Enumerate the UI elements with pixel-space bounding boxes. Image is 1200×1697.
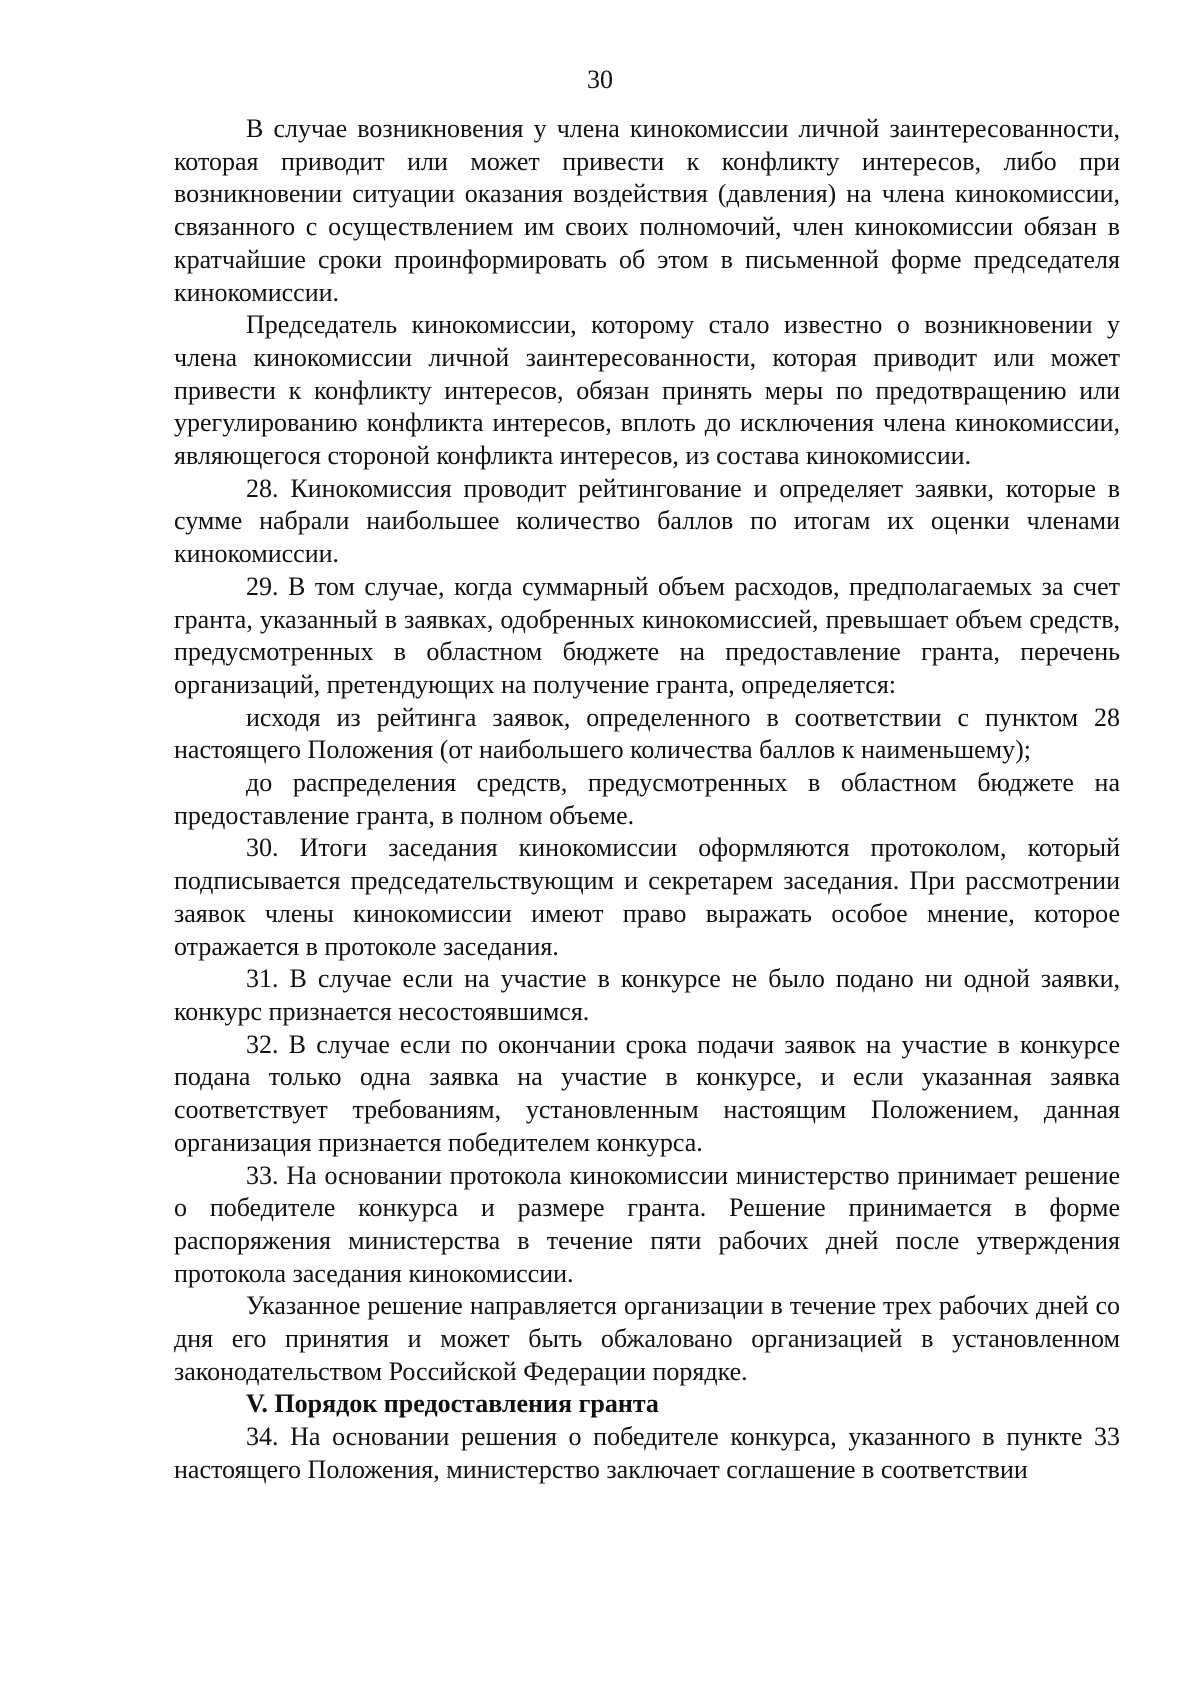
paragraph-item-28: 28. Кинокомиссия проводит рейтингование и определяет заявки, которые в сумме набрали наибольшее количество баллов по итогам их оценки членами кинокомиссии. [174, 473, 1120, 569]
paragraph: исходя из рейтинга заявок, определенного в соответствии с пунктом 28 настоящего Положения (от наибольшего количества баллов к наименьшему); [174, 702, 1120, 765]
paragraph: до распределения средств, предусмотренных в областном бюджете на предоставление гранта, в полном объеме. [174, 768, 1120, 830]
section-heading: V. Порядок предоставления гранта [246, 1389, 659, 1419]
paragraph-item-34: 34. На основании решения о победителе конкурса, указанного в пункте 33 настоящего Положения, министерство заключает соглашение в соответствии [174, 1422, 1120, 1484]
paragraph-item-32: 32. В случае если по окончании срока подачи заявок на участие в конкурсе подана только одна заявка на участие в конкурсе, и если указанная заявка соответствует требованиям, установленным настоящим Положением, данная организация признается победителем конкурса. [174, 1029, 1120, 1157]
paragraph: Указанное решение направляется организации в течение трех рабочих дней со дня его принятия и может быть обжаловано организацией в установленном законодательством Российской Федерации порядке. [174, 1291, 1120, 1386]
paragraph-item-29: 29. В том случае, когда суммарный объем расходов, предполагаемых за счет гранта, указанный в заявках, одобренных кинокомиссией, превышает объем средств, предусмотренных в областном бюджете на предоставление гранта, перечень организаций, претендующих на получение гранта, определяется: [174, 571, 1120, 699]
paragraph-item-31: 31. В случае если на участие в конкурсе не было подано ни одной заявки, конкурс признается несостоявшимся. [174, 964, 1120, 1026]
document-body [174, 113, 1120, 1487]
page-number: 30 [587, 65, 613, 94]
paragraph-item-30: 30. Итоги заседания кинокомиссии оформляются протоколом, который подписывается председательствующим и секретарем заседания. При рассмотрении заявок члены кинокомиссии имеют право выражать особое мнение, которое отражается в протоколе заседания. [174, 833, 1120, 961]
paragraph: Председатель кинокомиссии, которому стало известно о возникновении у члена кинокомиссии личной заинтересованности, которая приводит или может привести к конфликту интересов, обязан принять меры по предотвращению или урегулированию конфликта интересов, вплоть до исключения члена кинокомиссии, являющегося стороной конфликта интересов, из состава кинокомиссии. [174, 310, 1120, 471]
paragraph: В случае возникновения у члена кинокомиссии личной заинтересованности, которая приводит или может привести к конфликту интересов, либо при возникновении ситуации оказания воздействия (давления) на члена кинокомиссии, связанного с осуществлением им своих полномочий, член кинокомиссии обязан в кратчайшие сроки проинформировать об этом в письменной форме председателя кинокомиссии. [174, 114, 1120, 307]
paragraph-item-33: 33. На основании протокола кинокомиссии министерство принимает решение о победителе конкурса и размере гранта. Решение принимается в форме распоряжения министерства в течение пяти рабочих дней после утверждения протокола заседания кинокомиссии. [174, 1160, 1120, 1288]
